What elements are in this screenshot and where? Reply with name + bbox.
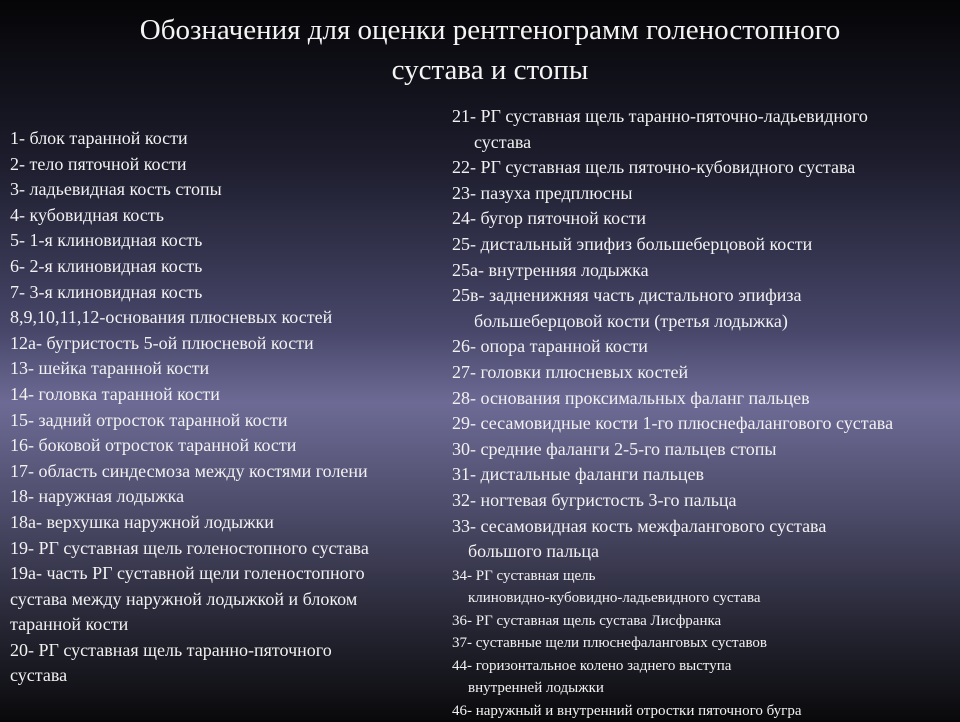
legend-item: 1- блок таранной кости — [10, 128, 188, 148]
legend-item: 24- бугор пяточной кости — [452, 208, 647, 229]
legend-item: 15- задний отросток таранной кости — [10, 409, 288, 430]
title-line-1: Обозначения для оценки рентгенограмм голеностопного — [139, 14, 841, 46]
legend-item: 28- основания проксимальных фаланг пальцев — [452, 387, 810, 408]
left-legend-list — [10, 126, 369, 689]
legend-item: 27- головки плюсневых костей — [452, 361, 689, 382]
legend-item: 29- сесамовидные кости 1-го плюснефалангового сустава — [452, 413, 894, 434]
legend-item-continuation: таранной кости — [10, 614, 129, 635]
legend-item: 18- наружная лодыжка — [10, 486, 185, 507]
legend-item-continuation: клиновидно-кубовидно-ладьевидного сустава — [468, 590, 761, 607]
legend-item: 44- горизонтальное колено заднего выступа — [452, 657, 732, 674]
legend-item: 13- шейка таранной кости — [10, 358, 210, 379]
legend-item: 19а- часть РГ суставной щели голеностопного — [10, 563, 365, 584]
legend-item-continuation: сустава между наружной лодыжкой и блоком — [10, 588, 358, 609]
legend-item: 34- РГ суставная щель — [452, 567, 596, 584]
legend-item: 3- ладьевидная кость стопы — [10, 179, 222, 200]
title-line-2: сустава и стопы — [391, 54, 589, 86]
legend-item-continuation: сустава — [474, 131, 532, 152]
legend-item-continuation: большеберцовой кости (третья лодыжка) — [474, 310, 788, 331]
legend-item-continuation: большого пальца — [468, 541, 600, 562]
legend-item: 4- кубовидная кость — [10, 204, 164, 225]
legend-item: 25- дистальный эпифиз большеберцовой кости — [452, 233, 813, 254]
legend-item: 25в- задненижняя часть дистального эпифиза — [452, 285, 802, 306]
legend-item: 36- РГ суставная щель сустава Лисфранка — [452, 612, 722, 629]
legend-item: 18а- верхушка наружной лодыжки — [10, 511, 274, 532]
legend-item: 6- 2-я клиновидная кость — [10, 255, 203, 276]
legend-item: 8,9,10,11,12-основания плюсневых костей — [10, 307, 333, 328]
legend-item: 16- боковой отросток таранной кости — [10, 435, 297, 456]
legend-item: 20- РГ суставная щель таранно-пяточного — [10, 639, 332, 660]
legend-item: 19- РГ суставная щель голеностопного сустава — [10, 537, 369, 558]
legend-item: 46- наружный и внутренний отростки пяточного бугра — [452, 702, 802, 719]
legend-item: 17- область синдесмоза между костями голени — [10, 460, 368, 481]
legend-item: 5- 1-я клиновидная кость — [10, 230, 203, 251]
legend-item: 7- 3-я клиновидная кость — [10, 281, 203, 302]
legend-item: 32- ногтевая бугристость 3-го пальца — [452, 489, 737, 510]
legend-item: 31- дистальные фаланги пальцев — [452, 464, 704, 485]
legend-item-continuation: сустава — [10, 665, 68, 686]
legend-item: 23- пазуха предплюсны — [452, 182, 633, 203]
legend-item: 37- суставные щели плюснефаланговых суставов — [452, 635, 768, 652]
right-legend-list — [452, 104, 893, 722]
legend-item: 21- РГ суставная щель таранно-пяточно-ладьевидного — [452, 106, 868, 126]
legend-item: 12а- бугристость 5-ой плюсневой кости — [10, 332, 314, 353]
legend-item: 22- РГ суставная щель пяточно-кубовидного сустава — [452, 157, 856, 178]
legend-item: 33- сесамовидная кость межфалангового сустава — [452, 515, 827, 536]
legend-item: 30- средние фаланги 2-5-го пальцев стопы — [452, 438, 777, 459]
legend-item: 14- головка таранной кости — [10, 383, 220, 404]
legend-item: 25а- внутренняя лодыжка — [452, 259, 649, 280]
legend-item: 26- опора таранной кости — [452, 336, 648, 357]
legend-item-continuation: внутренней лодыжки — [468, 680, 604, 697]
legend-item: 2- тело пяточной кости — [10, 153, 187, 174]
slide-title — [60, 10, 920, 90]
